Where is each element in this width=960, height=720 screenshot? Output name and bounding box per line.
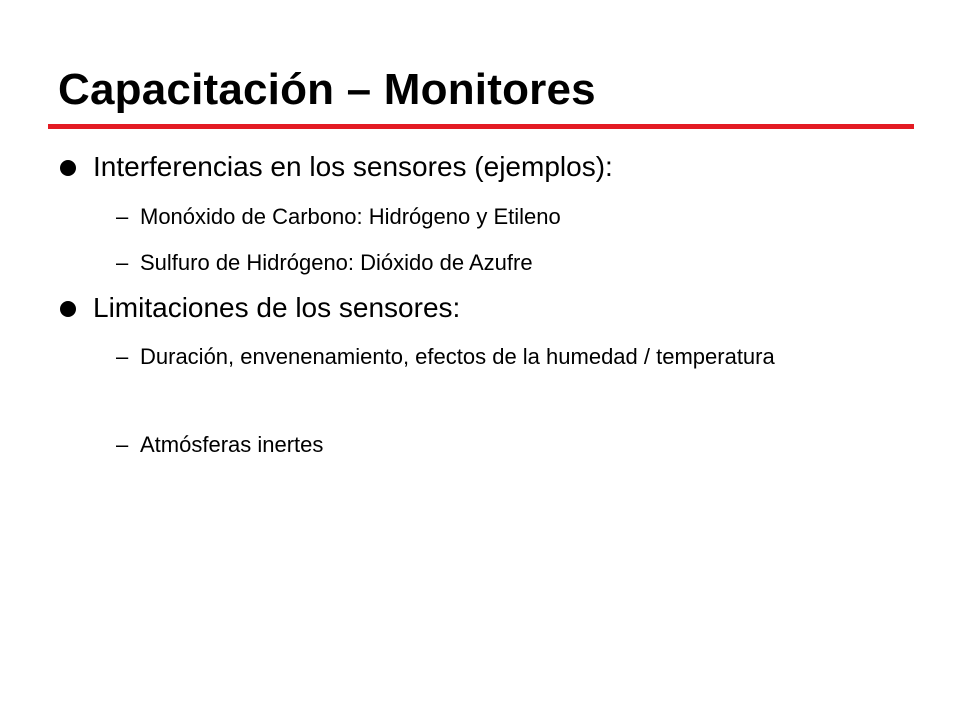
slide-title: Capacitación – Monitores	[58, 65, 596, 114]
bullet-dot-icon	[60, 160, 76, 176]
bullet-text: Interferencias en los sensores (ejemplos):	[93, 151, 613, 182]
sub-bullet-text: Monóxido de Carbono: Hidrógeno y Etileno	[140, 204, 561, 229]
dash-icon: –	[116, 250, 129, 275]
sub-bullet-text: Sulfuro de Hidrógeno: Dióxido de Azufre	[140, 250, 533, 275]
dash-icon: –	[116, 344, 129, 369]
dash-icon: –	[116, 432, 129, 457]
sub-bullet-text: Duración, envenenamiento, efectos de la humedad / temperatura	[140, 344, 775, 369]
sub-bullet-text: Atmósferas inertes	[140, 432, 324, 457]
bullet-text: Limitaciones de los sensores:	[93, 292, 461, 323]
dash-icon: –	[116, 204, 129, 229]
bullet-dot-icon	[60, 301, 76, 317]
